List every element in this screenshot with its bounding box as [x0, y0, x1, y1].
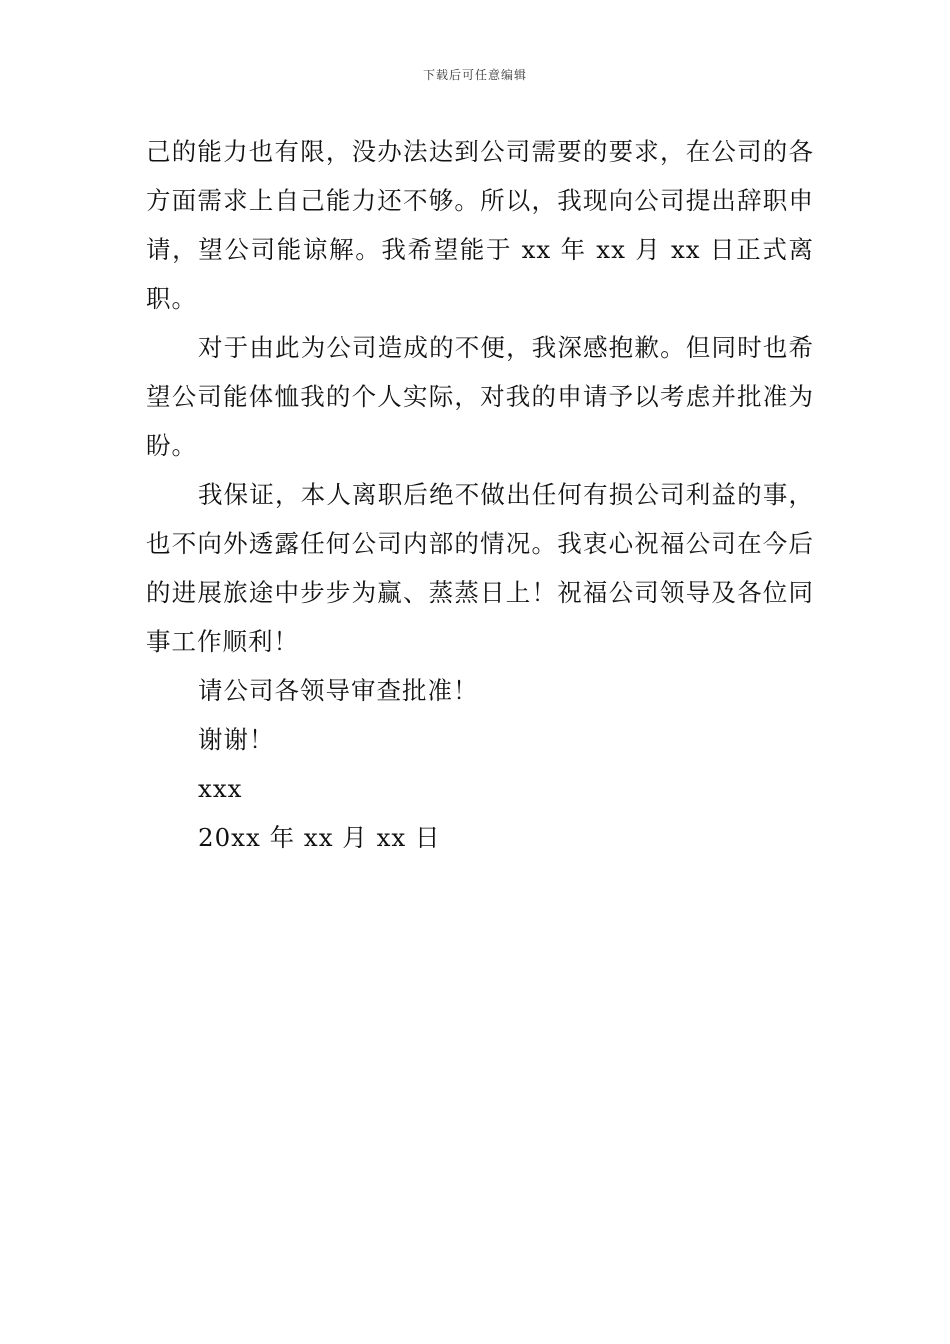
date-line: 20xx 年 xx 月 xx 日	[198, 823, 441, 852]
page-header-note: 下载后可任意编辑	[422, 68, 527, 82]
closing-thanks: 谢谢！	[198, 725, 275, 754]
signature: xxx	[198, 774, 243, 803]
paragraph-apology: 对于由此为公司造成的不便，我深感抱歉。但同时也希望公司能体恤我的个人实际，对我的申请予以考虑并批准为盼。	[146, 333, 814, 460]
letter-body	[146, 127, 814, 862]
closing-request: 请公司各领导审查批准！	[198, 676, 479, 705]
paragraph-continuation: 己的能力也有限，没办法达到公司需要的要求，在公司的各方面需求上自己能力还不够。所以，我现向公司提出辞职申请，望公司能谅解。我希望能于 xx 年 xx 月 xx 日正式离职。	[146, 137, 814, 313]
paragraph-pledge: 我保证，本人离职后绝不做出任何有损公司利益的事，也不向外透露任何公司内部的情况。我衷心祝福公司在今后的进展旅途中步步为赢、蒸蒸日上！祝福公司领导及各位同事工作顺利！	[146, 480, 814, 656]
